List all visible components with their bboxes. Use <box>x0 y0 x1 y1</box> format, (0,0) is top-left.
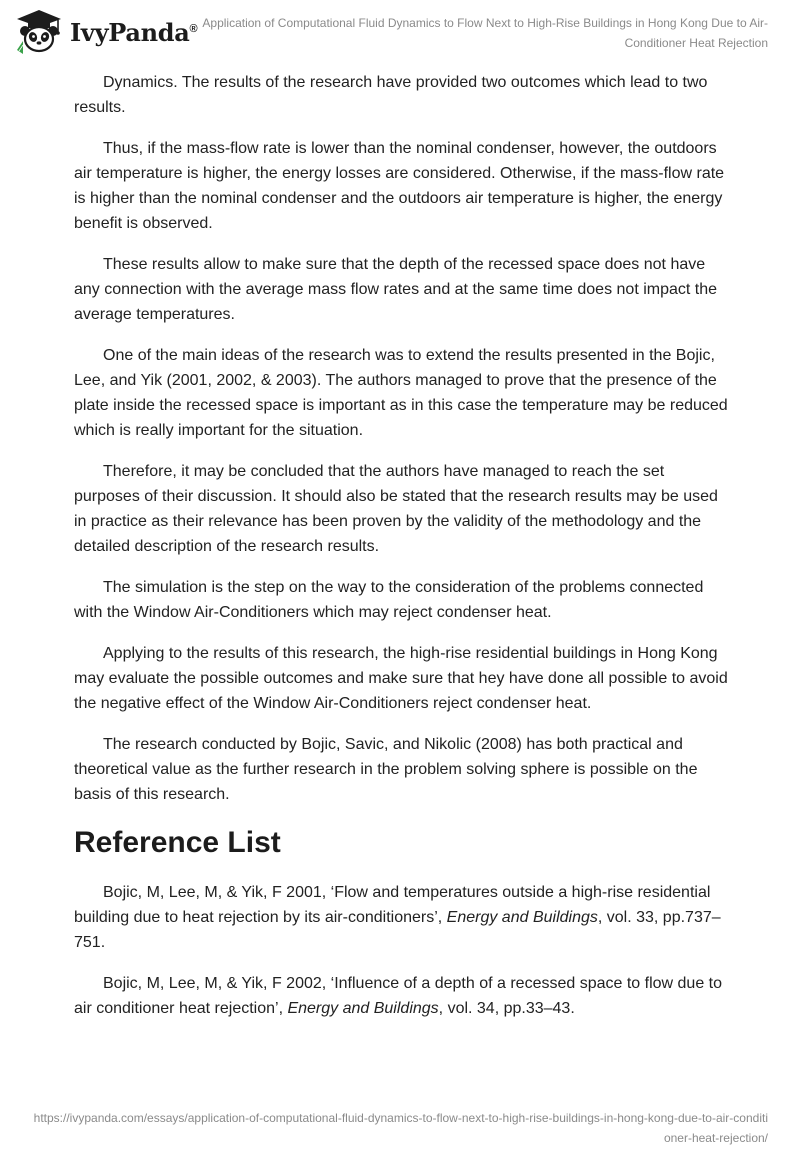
panda-graduate-icon <box>14 8 64 56</box>
reference-text: Bojic, M, Lee, M, & Yik, F 2001, ‘Flow and temperatures outside a high-rise residential building due to heat rejection by its air-conditioners’, <box>74 884 711 926</box>
page-header <box>0 0 800 62</box>
reference-item <box>74 880 734 955</box>
body-paragraph: The simulation is the step on the way to the consideration of the problems connected with the Window Air-Conditioners which may reject condenser heat. <box>74 579 704 621</box>
reference-journal: Energy and Buildings <box>287 1000 439 1017</box>
reference-details: , vol. 33, pp.737–751. <box>74 909 721 951</box>
document-title: Application of Computational Fluid Dynamics to Flow Next to High-Rise Buildings in Hong Kong Due to Air-Conditioner Heat Rejection <box>202 16 768 50</box>
body-paragraph: The research conducted by Bojic, Savic, and Nikolic (2008) has both practical and theoretical value as the further research in the problem solving sphere is possible on the basis of this research. <box>74 736 698 803</box>
reference-item <box>74 971 734 1021</box>
body-paragraph: Applying to the results of this research, the high-rise residential buildings in Hong Kong may evaluate the possible outcomes and make sure that hey have done all possible to avoid the negative effect of the Window Air-Conditioners reject condenser heat. <box>74 645 728 712</box>
registered-mark: ® <box>189 22 198 35</box>
reference-journal: Energy and Buildings <box>446 909 598 926</box>
body-paragraph: Thus, if the mass-flow rate is lower than the nominal condenser, however, the outdoors air temperature is higher, the energy losses are considered. Otherwise, if the mass-flow rate is higher than the nominal condenser and the outdoors air temperature is higher, the energy benefit is observed. <box>74 140 725 232</box>
body-paragraph: Therefore, it may be concluded that the authors have managed to reach the set purposes of their discussion. It should also be stated that the research results may be used in practice as their relevance has been proven by the validity of the methodology and the detailed description of the research results. <box>74 463 718 555</box>
body-paragraph: Dynamics. The results of the research have provided two outcomes which lead to two results. <box>74 74 708 116</box>
body-paragraph: One of the main ideas of the research was to extend the results presented in the Bojic, Lee, and Yik (2001, 2002, & 2003). The authors managed to prove that the presence of the plate inside the recessed space is important as in this case the temperature may be reduced which is really important for the situation. <box>74 347 728 439</box>
essay-content <box>74 70 734 1037</box>
logo-wordmark: IvyPanda® <box>70 17 198 47</box>
body-paragraph: These results allow to make sure that the depth of the recessed space does not have any connection with the average mass flow rates and at the same time does not impact the average temperatures. <box>74 256 718 323</box>
ivypanda-logo[interactable] <box>14 8 204 56</box>
reference-text: Bojic, M, Lee, M, & Yik, F 2002, ‘Influence of a depth of a recessed space to flow due to air conditioner heat rejection’, <box>74 975 723 1017</box>
source-url[interactable]: https://ivypanda.com/essays/application-of-computational-fluid-dynamics-to-flow-next-to-high-rise-buildings-in-hong-kong-due-to-air-conditioner-heat-rejection/ <box>33 1111 768 1145</box>
reference-details: , vol. 34, pp.33–43. <box>438 1000 575 1017</box>
reference-list-heading: Reference List <box>74 826 281 859</box>
